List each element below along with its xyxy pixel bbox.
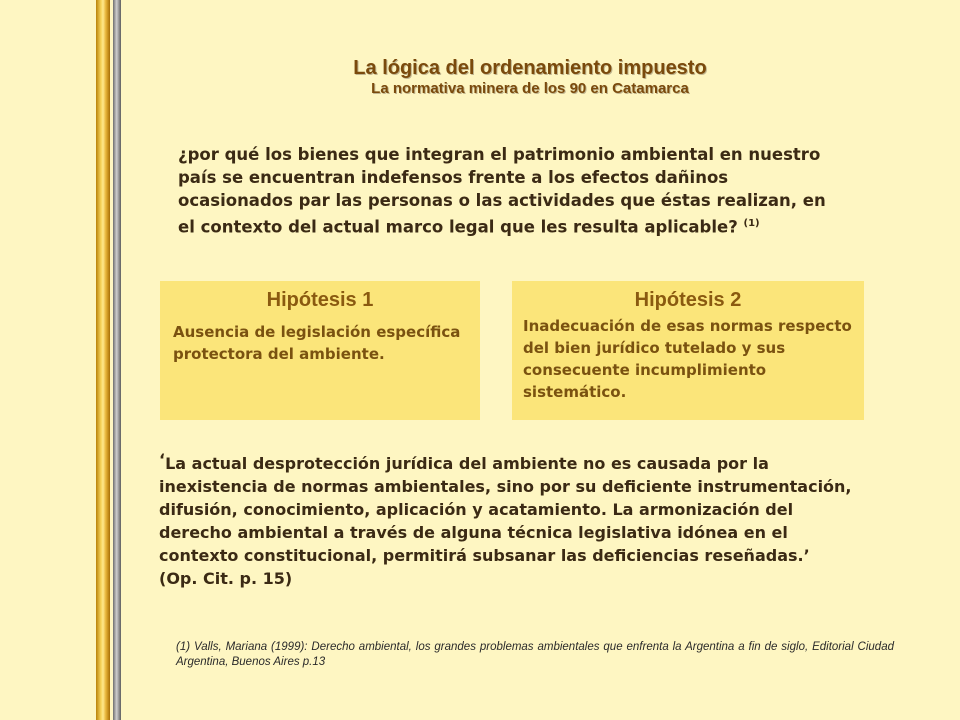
research-question [178, 143, 838, 239]
question-text: ¿por qué los bienes que integran el patrimonio ambiental en nuestro país se encuentran indefensos frente a los efectos dañinos ocasionados par las personas o las actividades que éstas realizan, en el contexto del actual marco legal que les resulta aplicable? [178, 145, 826, 237]
quote-text: La actual desprotección jurídica del ambiente no es causada por la inexistencia de normas ambientales, sino por su deficiente instrumentación, difusión, conocimiento, aplicación y acatamiento. La armonización del derecho ambiental a través de alguna técnica legislativa idónea en el contexto constitucional, permitirá subsanar las deficiencias reseñadas.’ [159, 454, 852, 565]
decorative-gold-bar [96, 0, 110, 720]
hypothesis-1-box [160, 281, 480, 420]
slide-title [240, 56, 820, 98]
hypothesis-2-text: Inadecuación de esas normas respecto del bien jurídico tutelado y sus consecuente incumplimiento sistemático. [523, 317, 852, 401]
quote-citation: (Op. Cit. p. 15) [159, 569, 293, 588]
hypothesis-1-text: Ausencia de legislación específica protectora del ambiente. [173, 323, 461, 363]
title-subtitle: La normativa minera de los 90 en Catamarca [371, 80, 689, 97]
quote-block [159, 448, 859, 590]
hypothesis-2-title: Hipótesis 2 [634, 289, 742, 311]
title-main: La lógica del ordenamiento impuesto [353, 57, 707, 79]
quote-open-mark: ‘ [159, 450, 166, 469]
question-footnote-ref: (1) [743, 218, 760, 229]
hypothesis-2-box [512, 281, 864, 420]
footnote: (1) Valls, Mariana (1999): Derecho ambiental, los grandes problemas ambientales que enfrenta la Argentina a fin de siglo, Editorial Ciudad Argentina, Buenos Aires p.13 [176, 641, 894, 668]
decorative-gray-bar [113, 0, 121, 720]
hypothesis-1-title: Hipótesis 1 [266, 289, 374, 311]
